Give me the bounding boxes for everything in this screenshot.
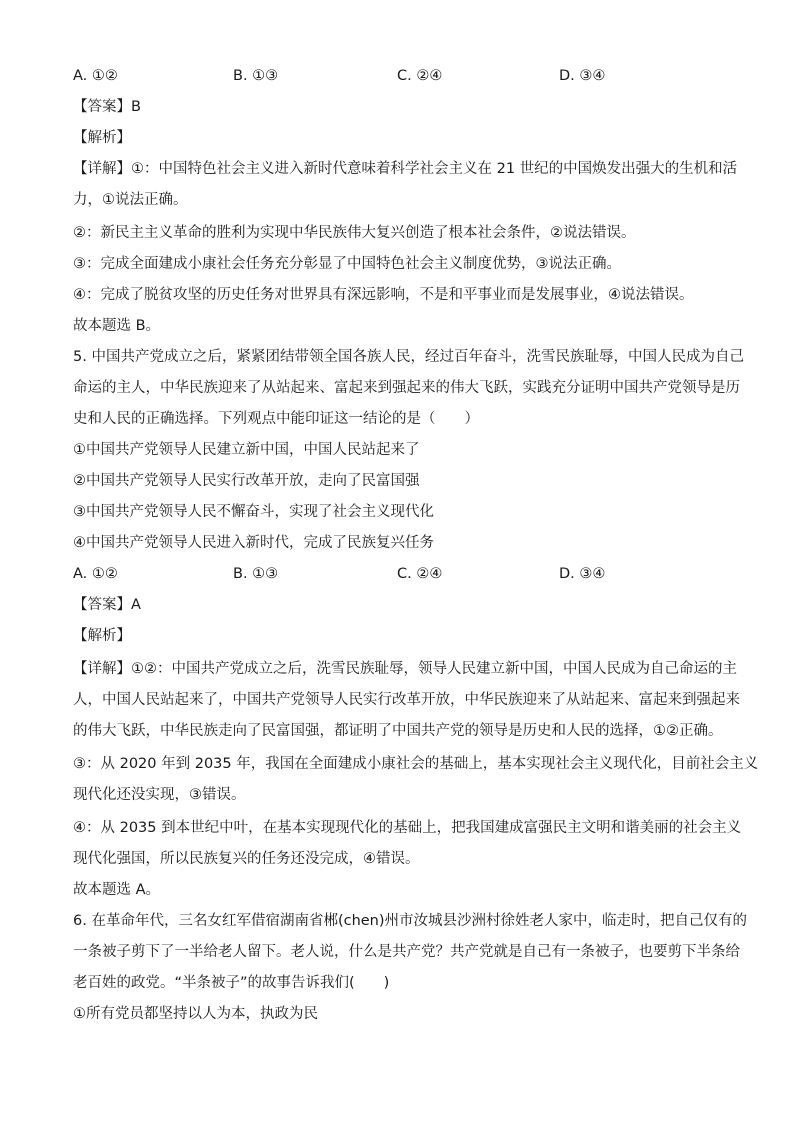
q5-stem-line: 史和人民的正确选择。下列观点中能印证这一结论的是（ ） bbox=[73, 411, 479, 427]
q5-option-a: A. ①② bbox=[73, 566, 118, 582]
q5-statement: ①中国共产党领导人民建立新中国，中国人民站起来了 bbox=[73, 442, 420, 458]
q4-option-d: D. ③④ bbox=[559, 68, 606, 84]
q5-detail-line: ③：从 2020 年到 2035 年，我国在全面建成小康社会的基础上，基本实现社会主义现代化，目前社会主义 bbox=[73, 756, 759, 772]
q6-stem-line: 老百姓的政党。“半条被子”的故事告诉我们( ) bbox=[73, 975, 390, 991]
q5-detail-line: ④：从 2035 到本世纪中叶，在基本实现现代化的基础上，把我国建成富强民主文明和谐美丽的社会主义 bbox=[73, 820, 742, 836]
q5-option-b: B. ①③ bbox=[233, 566, 279, 582]
q4-detail-line: ③：完成全面建成小康社会任务充分彰显了中国特色社会主义制度优势，③说法正确。 bbox=[73, 256, 621, 272]
q4-analysis-tag: 【解析】 bbox=[73, 130, 131, 146]
q5-statement: ④中国共产党领导人民进入新时代，完成了民族复兴任务 bbox=[73, 535, 434, 551]
q5-statement: ②中国共产党领导人民实行改革开放，走向了民富国强 bbox=[73, 473, 420, 489]
q6-stem-line: 6. 在革命年代，三名女红军借宿湖南省郴(chen)州市汝城县沙洲村徐姓老人家中，临走时，把自己仅有的 bbox=[73, 913, 748, 929]
q5-option-d: D. ③④ bbox=[559, 566, 606, 582]
detail-tag: 【详解】 bbox=[73, 661, 131, 677]
q4-option-b: B. ①③ bbox=[233, 68, 279, 84]
q5-detail-line: 现代化还没实现，③错误。 bbox=[73, 787, 246, 803]
q4-option-a: A. ①② bbox=[73, 68, 118, 84]
q4-detail-line: ④：完成了脱贫攻坚的历史任务对世界具有深远影响，不是和平事业而是发展事业，④说法错误。 bbox=[73, 287, 694, 303]
q4-options bbox=[73, 66, 733, 86]
q5-detail-line: 现代化强国，所以民族复兴的任务还没完成，④错误。 bbox=[73, 851, 420, 867]
q4-detail-line bbox=[73, 159, 737, 179]
detail-tag: 【详解】 bbox=[73, 161, 131, 177]
q4-answer bbox=[73, 97, 141, 117]
q5-analysis-tag: 【解析】 bbox=[73, 628, 131, 644]
answer-tag: 【答案】 bbox=[73, 597, 131, 613]
q6-statement: ①所有党员都坚持以人为本，执政为民 bbox=[73, 1006, 318, 1022]
q5-answer bbox=[73, 595, 141, 615]
q5-options bbox=[73, 564, 733, 584]
q5-stem-line: 命运的主人，中华民族迎来了从站起来、富起来到强起来的伟大飞跃，实践充分证明中国共产党领导是历 bbox=[73, 380, 740, 396]
q5-stem-line: 5. 中国共产党成立之后，紧紧团结带领全国各族人民，经过百年奋斗，洗雪民族耻辱，中国人民成为自己 bbox=[73, 349, 744, 365]
q4-conclusion: 故本题选 B。 bbox=[73, 318, 161, 334]
q6-stem-line: 一条被子剪下了一半给老人留下。老人说，什么是共产党？共产党就是自己有一条被子，也要剪下半条给 bbox=[73, 944, 740, 960]
q4-option-c: C. ②④ bbox=[397, 68, 443, 84]
detail-text: ①②：中国共产党成立之后，洗雪民族耻辱，领导人民建立新中国，中国人民成为自己命运的主 bbox=[131, 661, 737, 677]
q4-detail-line: 力，①说法正确。 bbox=[73, 192, 188, 208]
q4-detail-line: ②：新民主主义革命的胜利为实现中华民族伟大复兴创造了根本社会条件，②说法错误。 bbox=[73, 225, 636, 241]
q5-option-c: C. ②④ bbox=[397, 566, 443, 582]
detail-text: ①：中国特色社会主义进入新时代意味着科学社会主义在 21 世纪的中国焕发出强大的生机和活 bbox=[131, 161, 738, 177]
q5-conclusion: 故本题选 A。 bbox=[73, 882, 161, 898]
answer-value: B bbox=[131, 99, 141, 115]
q5-statement: ③中国共产党领导人民不懈奋斗，实现了社会主义现代化 bbox=[73, 504, 434, 520]
q5-detail-line bbox=[73, 659, 737, 679]
q5-detail-line: 的伟大飞跃，中华民族走向了民富国强，都证明了中国共产党的领导是历史和人民的选择，①②正确。 bbox=[73, 723, 723, 739]
answer-tag: 【答案】 bbox=[73, 99, 131, 115]
answer-value: A bbox=[131, 597, 141, 613]
q5-detail-line: 人，中国人民站起来了，中国共产党领导人民实行改革开放，中华民族迎来了从站起来、富起来到强起来 bbox=[73, 692, 740, 708]
